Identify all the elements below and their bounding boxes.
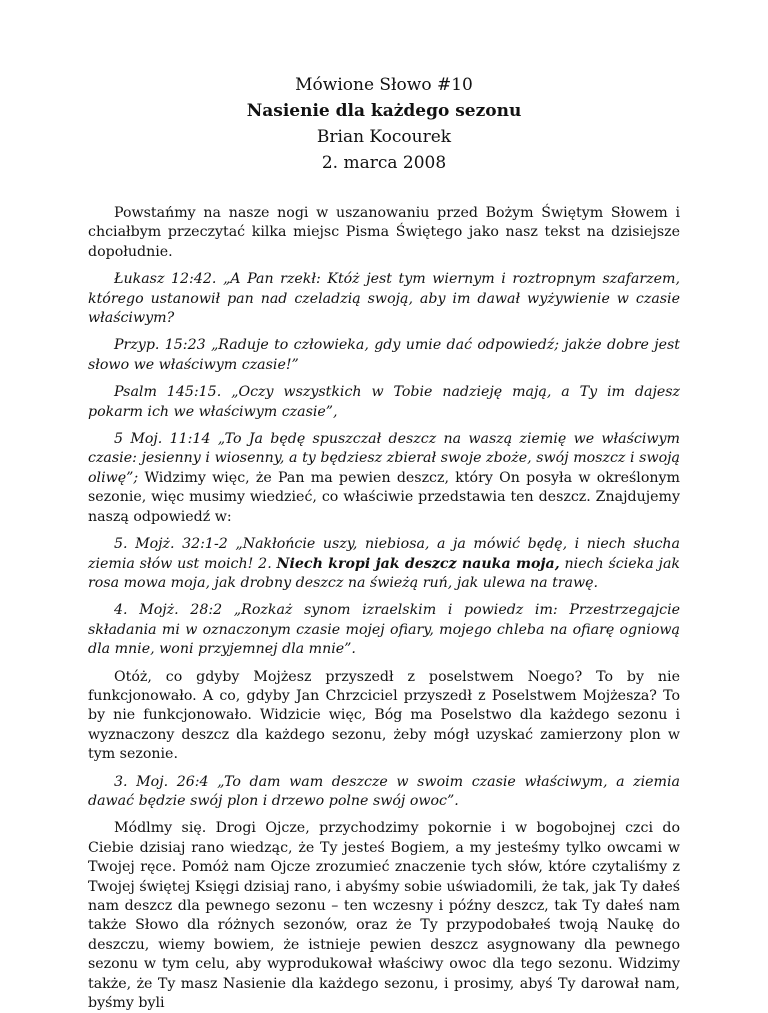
scripture-numbers: 4. Mojż. 28:2 „Rozkaż synom izraelskim i powiedz im: Przestrzegajcie składania mi w oznaczonym czasie mojej ofiary, mojego chleba na ofiarę ogniową dla mnie, woni przyjemnej dla mnie”. — [88, 602, 680, 658]
scripture-luke: Łukasz 12:42. „A Pan rzekł: Któż jest tym wiernym i roztropnym szafarzem, którego ustanowił pan nad czeladzią swoją, aby im dawał wyżywienie w czasie właściwym? — [88, 271, 680, 327]
scripture-proverbs: Przyp. 15:23 „Raduje to człowieka, gdy umie dać odpowiedź; jakże dobre jest słowo we właściwym czasie!” — [88, 337, 680, 373]
scripture-psalm: Psalm 145:15. „Oczy wszystkich w Tobie nadzieję mają, a Ty im dajesz pokarm ich we właściwym czasie”, — [88, 384, 680, 420]
scripture-deuteronomy-32 — [88, 535, 680, 593]
scripture-deuteronomy-11-quote: 5 Moj. 11:14 „To Ja będę spuszczał deszcz na waszą ziemię we właściwym czasie: jesienny i wiosenny, a ty będziesz zbierał swoje zboże, swój moszcz i swoją oliwę”; — [88, 431, 680, 486]
prayer-paragraph: Módlmy się. Drogi Ojcze, przychodzimy pokornie i w bogobojnej czci do Ciebie dzisiaj rano wiedząc, że Ty jesteś Bogiem, a my jesteśmy tylko owcami w Twojej ręce. Pomóż nam Ojcze zrozumieć znaczenie tych słów, które czytaliśmy z Twojej świętej Księgi dzisiaj rano, i abyśmy sobie uświadomili, że tak, jak Ty dałeś nam deszcz dla pewnego sezonu – ten wczesny i późny deszcz, tak Ty dałeś nam także Słowo dla różnych sezonów, oraz że Ty przypodobałeś twoją Naukę do deszczu, wiemy bowiem, że istnieje pewien deszcz asygnowany dla pewnego sezonu w tym celu, aby wyprodukował właściwy owoc dla tego sezonu. Widzimy także, że Ty masz Nasienie dla każdego sezonu, i prosimy, abyś Ty darował nam, byśmy byli — [88, 820, 680, 1012]
document-title: Nasienie dla każdego sezonu — [246, 101, 522, 121]
scripture-deuteronomy-11 — [88, 430, 680, 527]
deut-32-part-a: 5. Mojż. 32:1-2 „Nakłońcie uszy, niebiosa, a ja mówić będę, i niech słucha ziemia słów ust moich! 2. — [88, 536, 680, 572]
scripture-deuteronomy-11-comment: Widzimy więc, że Pan ma pewien deszcz, który On posyła w określonym sezonie, więc musimy wiedzieć, co właściwie przedstawia ten deszcz. Znajdujemy naszą odpowiedź w: — [88, 469, 680, 525]
intro-paragraph: Powstańmy na nasze nogi w uszanowaniu przed Bożym Świętym Słowem i chciałbym przeczytać kilka miejsc Pisma Świętego jako nasz tekst na dzisiejsze dopołudnie. — [88, 205, 680, 260]
deut-32-part-b: niech ścieka jak rosa mowa moja, jak drobny deszcz na świeżą ruń, jak ulewa na trawę. — [88, 555, 680, 591]
document-date: 2. marca 2008 — [321, 153, 447, 173]
series-label: Mówione Słowo #10 — [295, 75, 473, 95]
commentary-paragraph: Otóż, co gdyby Mojżesz przyszedł z poselstwem Noego? To by nie funkcjonowało. A co, gdyby Jan Chrzciciel przyszedł z Poselstwem Mojżesza? To by nie funkcjonowało. Widzicie więc, Bóg ma Poselstwo dla każdego sezonu i wyznaczony deszcz dla każdego sezonu, żeby mógł uzyskać zamierzony plon w tym sezonie. — [88, 668, 680, 763]
document-header — [88, 72, 680, 176]
author-name: Brian Kocourek — [316, 127, 452, 147]
deut-32-emphasis: Niech kropi jak deszcz nauka moja, — [276, 555, 560, 572]
scripture-leviticus: 3. Moj. 26:4 „To dam wam deszcze w swoim czasie właściwym, a ziemia dawać będzie swój plon i drzewo polne swój owoc”. — [88, 773, 680, 809]
